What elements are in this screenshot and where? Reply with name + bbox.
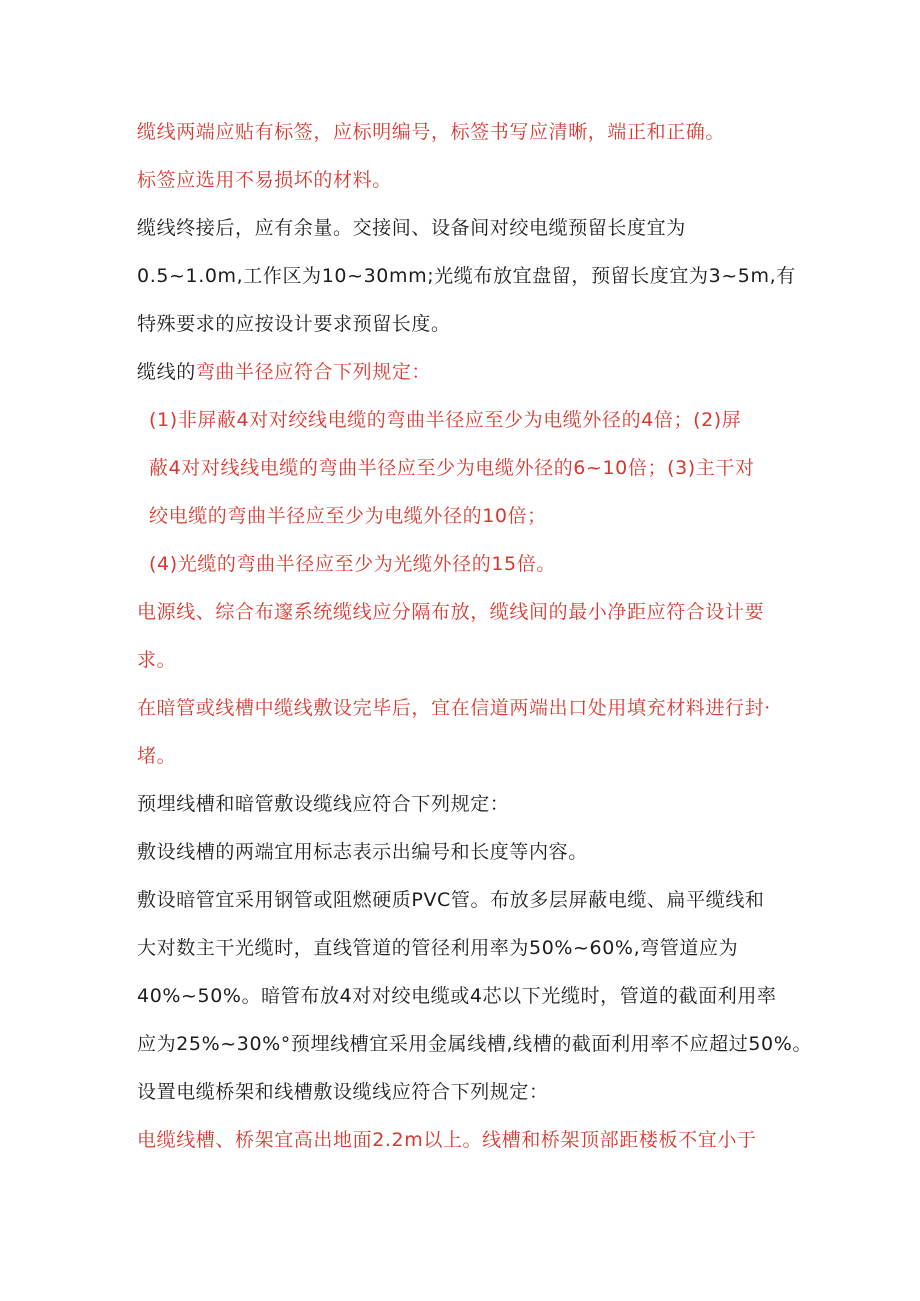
- text-line-15: 预埋线槽和暗管敷设缆线应符合下列规定：: [137, 793, 510, 815]
- text-line-10: (4)光缆的弯曲半径应至少为光缆外径的15倍。: [149, 553, 556, 575]
- text-line-19: 40%~50%。暗管布放4对对绞电缆或4芯以下光缆时，管道的截面利用率: [137, 985, 777, 1007]
- text-line-6: [137, 358, 431, 386]
- text-line-4: 0.5~1.0m,工作区为10~30mm;光缆布放宜盘留，预留长度宜为3~5m,有: [137, 265, 796, 287]
- text-line-17: 敷设暗管宜采用钢管或阻燃硬质PVC管。布放多层屏蔽电缆、扁平缆线和: [137, 889, 765, 911]
- text-line-18: 大对数主干光缆时，直线管道的管径利用率为50%~60%,弯管道应为: [137, 937, 739, 959]
- text-line-20: 应为25%~30%°预埋线槽宜采用金属线槽,线槽的截面利用率不应超过50%。: [137, 1033, 812, 1055]
- text-line-6-highlight: 弯曲半径应符合下列规定：: [195, 361, 432, 383]
- text-line-21: 设置电缆桥架和线槽敷设缆线应符合下列规定：: [137, 1081, 549, 1103]
- text-line-6-lead: 缆线的: [137, 361, 196, 383]
- text-line-7: (1)非屏蔽4对对绞线电缆的弯曲半径应至少为电缆外径的4倍；(2)屏: [149, 409, 742, 431]
- text-line-11: 电源线、综合布邃系统缆线应分隔布放，缆线间的最小净距应符合设计要: [137, 601, 765, 623]
- text-line-22: 电缆线槽、桥架宜高出地面2.2m以上。线槽和桥架顶部距楼板不宜小于: [137, 1129, 757, 1151]
- text-line-13: 在暗管或线槽中缆线敷设完毕后，宜在信道两端出口处用填充材料进行封·: [137, 697, 771, 719]
- text-line-8: 蔽4对对线线电缆的弯曲半径应至少为电缆外径的6~10倍；(3)主干对: [149, 457, 755, 479]
- text-line-16: 敷设线槽的两端宜用标志表示出编号和长度等内容。: [137, 841, 588, 863]
- text-line-14: 堵。: [137, 745, 177, 767]
- text-line-5: 特殊要求的应按设计要求预留长度。: [137, 313, 451, 335]
- text-line-1: 缆线两端应贴有标签，应标明编号，标签书写应清晰，端正和正确。: [137, 121, 726, 143]
- text-line-9: 绞电缆的弯曲半径应至少为电缆外径的10倍；: [149, 505, 547, 527]
- text-line-3: 缆线终接后，应有余量。交接间、设备间对绞电缆预留长度宜为: [137, 217, 686, 239]
- text-line-12: 求。: [137, 649, 177, 671]
- text-line-2: 标签应选用不易损坏的材料。: [137, 169, 392, 191]
